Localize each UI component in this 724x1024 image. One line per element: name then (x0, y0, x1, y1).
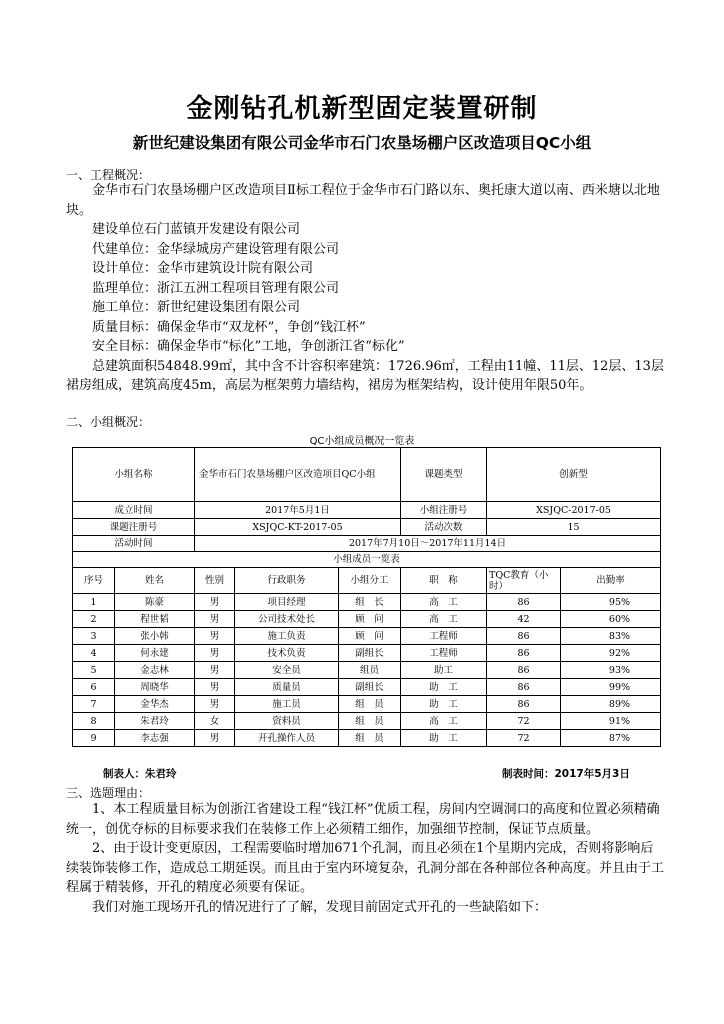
member-cell: 男 (195, 730, 235, 747)
topic-reg-value: XSJQC-KT-2017-05 (195, 519, 401, 536)
member-cell: 工程师 (401, 628, 487, 645)
table-row (73, 536, 661, 552)
contractor-unit: 施工单位：新世纪建设集团有限公司 (92, 300, 301, 315)
topic-reg-label: 课题注册号 (73, 519, 195, 536)
section1-intro: 金华市石门农垦场棚户区改造项目Ⅱ标工程位于金华市石门路以东、奥托康大道以南、西米塘以北地块。 (66, 183, 660, 218)
member-cell: 高 工 (401, 713, 487, 730)
table-row (73, 696, 661, 713)
member-cell: 助 工 (401, 679, 487, 696)
reason-paragraph-3: 我们对施工现场开孔的情况进行了了解，发现目前固定式开孔的一些缺陷如下： (92, 899, 548, 915)
member-cell: 9 (73, 730, 115, 747)
member-cell: 87% (561, 730, 661, 747)
member-cell: 男 (195, 679, 235, 696)
member-cell: 86 (487, 696, 561, 713)
member-cell: 72 (487, 730, 561, 747)
member-cell: 83% (561, 628, 661, 645)
member-cell: 助工 (401, 662, 487, 679)
member-cell: 男 (195, 594, 235, 611)
prepared-by: 制表人：朱君玲 (103, 768, 177, 780)
member-cell: 女 (195, 713, 235, 730)
member-cell: 公司技术处长 (235, 611, 339, 628)
col-header: 性别 (195, 568, 235, 594)
member-cell: 金志林 (115, 662, 195, 679)
col-header: 职 称 (401, 568, 487, 594)
member-cell: 86 (487, 628, 561, 645)
section2-heading: 二、小组概况： (66, 415, 151, 429)
table-row (73, 502, 661, 519)
activity-count-label: 活动次数 (401, 519, 487, 536)
col-header: 出勤率 (561, 568, 661, 594)
member-cell: 1 (73, 594, 115, 611)
member-cell: 陈豪 (115, 594, 195, 611)
member-cell: 5 (73, 662, 115, 679)
agent-unit: 代建单位：金华绿城房产建设管理有限公司 (92, 241, 340, 257)
member-cell: 60% (561, 611, 661, 628)
member-cell: 72 (487, 713, 561, 730)
group-name-value: 金华市石门农垦场棚户区改造项目QC小组 (195, 448, 401, 502)
document-title: 金刚钻孔机新型固定装置研制 (186, 94, 538, 124)
table-row (73, 611, 661, 628)
member-cell: 副组长 (339, 645, 401, 662)
member-cell: 89% (561, 696, 661, 713)
member-cell: 项目经理 (235, 594, 339, 611)
table-row (73, 730, 661, 747)
member-cell: 高 工 (401, 594, 487, 611)
member-cell: 86 (487, 594, 561, 611)
member-cell: 朱君玲 (115, 713, 195, 730)
group-reg-value: XSJQC-2017-05 (487, 502, 661, 519)
member-cell: 3 (73, 628, 115, 645)
member-cell: 组 长 (339, 594, 401, 611)
member-rows (73, 594, 661, 747)
table-row (73, 628, 661, 645)
member-cell: 男 (195, 611, 235, 628)
member-cell: 男 (195, 628, 235, 645)
member-cell: 施工负责 (235, 628, 339, 645)
member-cell: 金华杰 (115, 696, 195, 713)
members-header-row (73, 568, 661, 594)
quality-goal: 质量目标：确保金华市“双龙杯”，争创“钱江杯” (92, 319, 366, 335)
group-reg-label: 小组注册号 (401, 502, 487, 519)
member-cell: 何永建 (115, 645, 195, 662)
col-header: 小组分工 (339, 568, 401, 594)
member-cell: 高 工 (401, 611, 487, 628)
member-cell: 91% (561, 713, 661, 730)
member-cell: 8 (73, 713, 115, 730)
members-caption: 小组成员一览表 (73, 552, 661, 568)
activity-time-label: 活动时间 (73, 536, 195, 552)
member-cell: 99% (561, 679, 661, 696)
group-name-label: 小组名称 (73, 448, 195, 502)
member-cell: 42 (487, 611, 561, 628)
table-caption: QC小组成员概况一览表 (309, 436, 415, 447)
member-cell: 86 (487, 662, 561, 679)
table-row (73, 679, 661, 696)
founded-label: 成立时间 (73, 502, 195, 519)
member-cell: 开孔操作人员 (235, 730, 339, 747)
section3-body (66, 800, 666, 917)
member-cell: 程世韬 (115, 611, 195, 628)
member-cell: 副组长 (339, 679, 401, 696)
member-cell: 技术负责 (235, 645, 339, 662)
supervision-unit: 监理单位：浙江五洲工程项目管理有限公司 (92, 280, 340, 296)
member-cell: 周晓华 (115, 679, 195, 696)
member-cell: 张小韩 (115, 628, 195, 645)
section3-heading: 三、选题理由： (66, 786, 151, 800)
member-cell: 安全员 (235, 662, 339, 679)
section1-body (66, 181, 666, 396)
table-row (73, 662, 661, 679)
construction-unit: 建设单位石门蓝镇开发建设有限公司 (92, 222, 301, 237)
founded-value: 2017年5月1日 (195, 502, 401, 519)
col-header: TQC教育（小时） (487, 568, 561, 594)
col-header: 行政职务 (235, 568, 339, 594)
reason-paragraph-2: 2、由于设计变更原因，工程需要临时增加671个孔洞，而且必须在1个星期内完成，否则将影响后续装饰装修工作，造成总工期延误。而且由于室内环境复杂，孔洞分部在各种部位各种高度。并且由于工程属于精装修，开孔的精度必须要有保证。 (66, 841, 665, 895)
member-cell: 组 员 (339, 696, 401, 713)
member-cell: 施工员 (235, 696, 339, 713)
table-row (73, 594, 661, 611)
table-row (73, 448, 661, 502)
activity-time-value: 2017年7月10日～2017年11月14日 (195, 536, 661, 552)
member-cell: 助 工 (401, 730, 487, 747)
member-cell: 顾 问 (339, 628, 401, 645)
member-cell: 2 (73, 611, 115, 628)
topic-type-value: 创新型 (487, 448, 661, 502)
member-cell: 李志强 (115, 730, 195, 747)
member-cell: 质量员 (235, 679, 339, 696)
reason-paragraph-1: 1、本工程质量目标为创浙江省建设工程“钱江杯”优质工程，房间内空调洞口的高度和位置必须精确统一，创优夺标的目标要求我们在装修工作上必须精工细作，加强细节控制，保证节点质量。 (66, 802, 660, 837)
design-unit: 设计单位：金华市建筑设计院有限公司 (92, 261, 314, 276)
member-cell: 7 (73, 696, 115, 713)
qc-group-table (72, 447, 661, 747)
member-cell: 组员 (339, 662, 401, 679)
building-summary: 总建筑面积54848.99㎡，其中含不计容积率建筑：1726.96㎡，工程由11幢、11层、12层、13层裙房组成，建筑高度45m，高层为框架剪力墙结构，裙房为框架结构，设计使用年限50年。 (66, 358, 664, 393)
member-cell: 86 (487, 679, 561, 696)
member-cell: 组 员 (339, 730, 401, 747)
member-cell: 92% (561, 645, 661, 662)
table-row (73, 645, 661, 662)
member-cell: 男 (195, 645, 235, 662)
member-cell: 86 (487, 645, 561, 662)
member-cell: 男 (195, 662, 235, 679)
member-cell: 资料员 (235, 713, 339, 730)
table-row (73, 519, 661, 536)
topic-type-label: 课题类型 (401, 448, 487, 502)
member-cell: 95% (561, 594, 661, 611)
member-cell: 工程师 (401, 645, 487, 662)
member-cell: 顾 问 (339, 611, 401, 628)
section1-heading: 一、工程概况： (66, 168, 151, 182)
table-row (73, 552, 661, 568)
activity-count-value: 15 (487, 519, 661, 536)
member-cell: 组 员 (339, 713, 401, 730)
member-cell: 6 (73, 679, 115, 696)
member-cell: 93% (561, 662, 661, 679)
prepared-date: 制表时间：2017年5月3日 (502, 768, 630, 780)
table-row (73, 713, 661, 730)
col-header: 序号 (73, 568, 115, 594)
safety-goal: 安全目标：确保金华市“标化”工地，争创浙江省“标化” (92, 339, 405, 354)
document-subtitle: 新世纪建设集团有限公司金华市石门农垦场棚户区改造项目QC小组 (132, 134, 592, 152)
member-cell: 4 (73, 645, 115, 662)
member-cell: 男 (195, 696, 235, 713)
col-header: 姓名 (115, 568, 195, 594)
member-cell: 助 工 (401, 696, 487, 713)
